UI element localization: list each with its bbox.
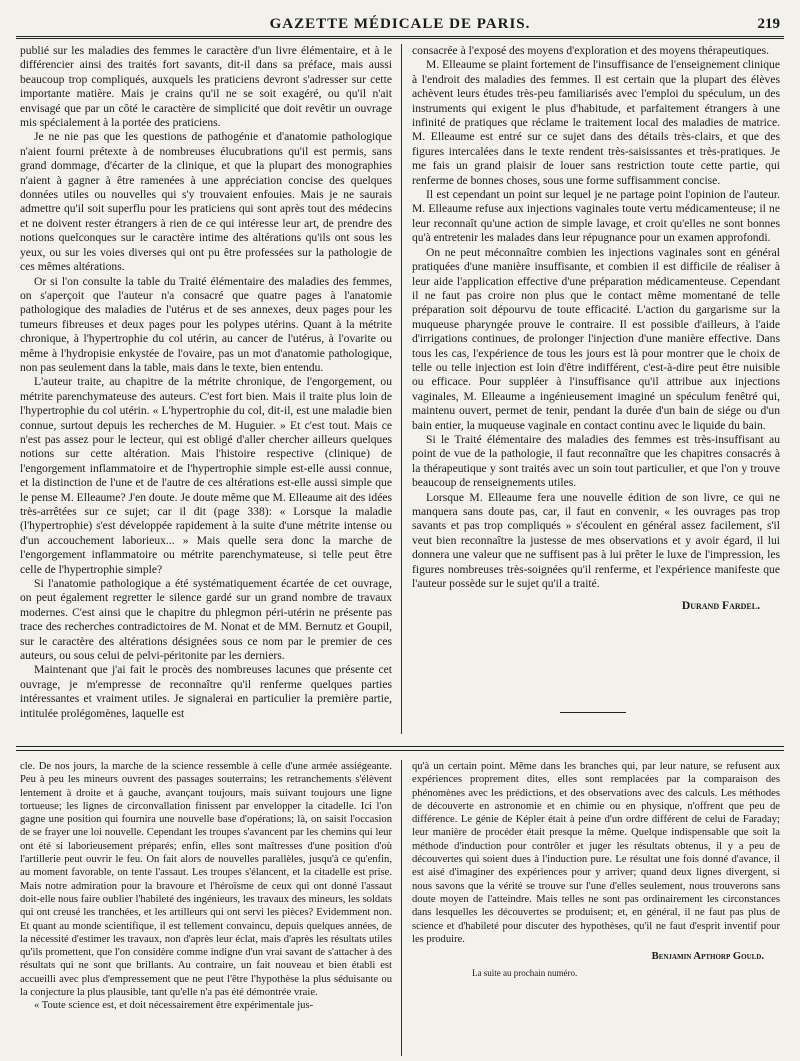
paragraph: Maintenant que j'ai fait le procès des nombreuses lacunes que présente cet ouvrage, je m'empresse de reconnaître qu'il renferme quelques parties intéressantes et vraiment utiles. Je signalerai en particulier la première partie, intitulée prolégomènes, laquelle est	[20, 663, 392, 720]
paragraph: consacrée à l'exposé des moyens d'exploration et des moyens thérapeutiques.	[412, 44, 770, 57]
column-3	[20, 760, 392, 1058]
section-divider	[16, 746, 784, 751]
column-1	[20, 44, 392, 738]
column-divider	[401, 44, 402, 734]
continuation-note: La suite au prochain numéro.	[472, 968, 578, 979]
paragraph: Il est cependant un point sur lequel je ne partage point l'opinion de l'auteur. M. Elleaume refuse aux injections vaginales toute vertu médicamenteuse; il ne leur reconnaît qu'une action de simple lavage, et croit qu'elles ne sont bonnes qu'à entretenir les malades dans leur répugnance pour un examen approfondi.	[412, 188, 780, 245]
page-header	[16, 10, 784, 39]
paragraph: On ne peut méconnaître combien les injections vaginales sont en général pratiquées d'une manière insuffisante, et combien il est difficile de réaliser à leur aide l'application effective d'une préparation médicamenteuse. Cependant il ne faut pas croire non plus que le contact même momentané de telle préparation soit dépourvu de toute efficacité. L'action du gargarisme sur la muqueuse pharyngée prouve le contraire. Il est possible d'ailleurs, à l'aide d'irrigations continues, de prolonger l'injection d'une manière effective. Dans tous les cas, l'expérience de tous les jours est là pour montrer que le choix de telle ou telle injection est loin d'être indifférent, c'est-à-dire peut être nuisible ou efficace. Pour suppléer à l'insuffisance qu'il attribue aux injections vaginales, M. Elleaume a ingénieusement imaginé un spéculum fenêtré qui, maintenu ouvert, permet de tenir, pendant la durée d'un bain de siége ou d'un bain entier, la muqueuse vaginale en contact continu avec le liquide du bain.	[412, 245, 780, 432]
column-2	[412, 44, 780, 738]
paragraph: M. Elleaume se plaint fortement de l'insuffisance de l'enseignement clinique à l'endroit des maladies des femmes. Il est certain que la plupart des élèves achèvent leurs études très-peu familiarisés avec l'emploi du spéculum, un des instruments qui exigent le plus d'habitude, et parfaitement étrangers à une infinité de pratiques que réclame le traitement local des maladies de matrice. M. Elleaume est entré sur ce sujet dans des détails très-clairs, et que des figures intercalées dans le texte rendent très-saisissantes et très-pratiques. Je me fais un grand plaisir de louer sans restriction toute cette partie, qui renferme de bonnes choses, sous une forme suffisamment concise.	[412, 58, 780, 187]
paragraph: cle. De nos jours, la marche de la science ressemble à celle d'une armée assiégeante. Peu à peu les mineurs ouvrent des passages souterrains; les retranchements s'élèvent lentement à droite et à gauche, avançant toujours, mais suivant toujours une ligne tortueuse; les lignes de circonvallation finissent par envelopper la citadelle. Ici l'on gagne une position qui fournira une nouvelle base d'opérations; là, on saisit l'occasion de se frayer une loi nouvelle. Cependant les troupes s'avancent par les chemins qui leur ont été si laborieusement préparés; enfin, elles sont maîtresses d'une position d'où l'artillerie peut ouvrir le feu. On fait alors de nouvelles parallèles, jusqu'à ce qu'enfin, au moment favorable, on tente l'assaut. Les troupes s'élancent, et la citadelle est prise. Mais notre admiration pour la bravoure et l'héroïsme de ceux qui ont donné l'assaut doit-elle nous faire oublier l'habileté des ingénieurs, les travaux des mineurs, les soldats qui ont creusé les tranchées, et les artilleurs qui ont servi les pièces? Evidemment non. Et quant au monde scientifique, il est tellement convaincu, depuis quelques années, de la nécessité d'estimer les travaux, non d'après leur éclat, mais d'après les résultats utiles qu'ils promettent, que l'on considère comme indigne d'un vrai savant de s'attacher à des résultats qui ne sont que brillants. Au contraire, un fait nouveau et bien établi est accueilli avec plus d'empressement que ne peut l'être l'hypothèse la plus séduisante ou la conjecture la plus plausible, tant qu'elle n'a pas été démontrée vraie.	[20, 761, 392, 999]
paragraph: L'auteur traite, au chapitre de la métrite chronique, de l'engorgement, ou métrite parenchymateuse des auteurs. C'est fort bien. Mais il traite plus loin de l'hypertrophie du col utérin. « L'hypertrophie du col, dit-il, est une maladie bien connue, surtout depuis les recherches de M. Huguier. » Et c'est tout. Mais ce n'est pas assez pour le lecteur, qui est obligé d'aller chercher ailleurs quelques notions sur cette altération. Mais l'histoire respective (clinique) de l'engorgement inflammatoire et de l'hypertrophie simple est-elle aussi connue, et la distinction de l'une et de l'autre de ces altérations est-elle aussi simple que le pense M. Elleaume? J'en doute. Je doute même que M. Elleaume ait des idées très-arrêtées sur ce sujet; car il dit (page 338): « Lorsque la maladie (l'hypertrophie) s'est développée rapidement à la suite d'une métrite intense ou d'un accouchement laborieux... » Mais quelle sera donc la marche de l'engorgement inflammatoire ou métrite parenchymateuse, si telle peut être celle de l'hypertrophie simple?	[20, 375, 392, 576]
paragraph: Si le Traité élémentaire des maladies des femmes est très-insuffisant au point de vue de la pathologie, il faut reconnaître que les chapitres consacrés à la thérapeutique y sont traités avec un soin tout particulier, et que l'on y trouve beaucoup de renseignements utiles.	[412, 432, 780, 490]
paragraph: qu'à un certain point. Même dans les branches qui, par leur nature, se refusent aux expériences proprement dites, elles sont remplacées par la comparaison des phénomènes avec les prédictions, et des observations avec des calculs. Les méthodes de découverte en astronomie et en chimie ou en physique, n'offrent que peu de différence. Le génie de Képler était à peine d'un ordre différent de celui de Faraday; leur manière de procéder était presque la même. Quelque indispensable que soit la méthode d'induction pour contrôler et juger les résultats obtenus, il y a peu de découvertes qui soient dues à l'induction pure. Le résultat une fois donné d'avance, il est aisé d'imaginer des expériences pour y arriver; quand deux lignes divergent, si nous savons que la vérité se trouve sur l'une d'elles seulement, nous trouverons sans doute moyen de l'atteindre. Mais telles ne sont pas ordinairement les circonstances dans lesquelles les découvertes se produisent; et, en général, il ne faut pas plus de science et d'habileté pour discuter des hypothèses, qu'il ne faut d'esprit inventif pour les produire.	[412, 761, 780, 945]
article-end-rule	[560, 712, 626, 713]
paragraph: « Toute science est, et doit nécessairement être expérimentale jus-	[34, 1000, 314, 1012]
paragraph: publié sur les maladies des femmes le caractère d'un livre élémentaire, et à le différencier ainsi des traités fort savants, dit-il dans sa préface, mais aussi beaucoup trop compliqués, auxquels les praticiens devront s'adresser sur cette importante matière. Mais je crains qu'il ne se soit exagéré, ou qu'il n'ait envisagé que par un côté le caractère de simplicité que doit revêtir un ouvrage mis spécialement à la portée des praticiens.	[20, 44, 392, 130]
paragraph: Or si l'on consulte la table du Traité élémentaire des maladies des femmes, on s'aperçoit que l'auteur n'a consacré que quatre pages à l'anatomie pathologique des maladies de l'utérus et de ses annexes, deux pages pour les tumeurs fibreuses et deux pages pour les polypes utérins. Quant à la métrite chronique, à l'hypertrophie du col utérin, au cancer de l'utérus, à l'ovarite ou même à l'hydropisie enkystée de l'ovaire, pas un mot d'anatomie pathologique, non pas seulement dans la table, mais dans le texte, bien entendu.	[20, 274, 392, 374]
column-divider	[401, 760, 402, 1056]
column-4	[412, 760, 780, 980]
paragraph: Si l'anatomie pathologique a été systématiquement écartée de cet ouvrage, on peut également regretter le silence gardé sur un grand nombre de travaux modernes. C'est ainsi que le chapitre du phlegmon péri-utérin ne présente pas trace des recherches contradictoires de M. Nonat et de MM. Bernutz et Goupil, sur le caractère des altérations désignées sous ce nom par le premier de ces auteurs, ou sous celui de pelvi-péritonite par les derniers.	[20, 577, 392, 663]
author-signature: Benjamin Apthorp Gould.	[651, 951, 764, 963]
paragraph: Je ne nie pas que les questions de pathogénie et d'anatomie pathologique n'aient fourni prétexte à de nombreuses élucubrations qu'il est permis, sans grand dommage, d'écarter de la clinique, et que la plupart des monographies n'aient à gagner à être ramenées à une appréciation concise des quelques données utiles ou nouvelles qui s'y trouvaient enfouies. Mais je ne saurais admettre qu'il soit superflu pour les praticiens qui sont après tout des médecins et ne doivent rester étrangers à rien de ce qui intéresse leur art, de prendre des notions quelconques sur le caractère intime des altérations qu'ils ont sous les yeux, ou sur les voies diverses qui ont pu être professées sur la pathologie de ces mêmes altérations.	[20, 130, 392, 274]
journal-title: GAZETTE MÉDICALE DE PARIS.	[269, 16, 531, 32]
paragraph: Lorsque M. Elleaume fera une nouvelle édition de son livre, ce qui ne manquera sans doute pas, car, il faut en convenir, « les ouvrages pas trop savants et pas trop compliqués » s'écoulent en général assez facilement, s'il veut bien reconnaître la justesse de mes observations et y avoir égard, il lui donnera une valeur que ne suffisent pas à lui prêter le luxe de l'impression, les figures nombreuses très-soignées qu'il renferme, et l'expérience manifeste que l'auteur possède sur le sujet qu'il a traité.	[412, 490, 780, 591]
page-number: 219	[757, 16, 780, 32]
author-signature: Durand Fardel.	[681, 599, 760, 613]
